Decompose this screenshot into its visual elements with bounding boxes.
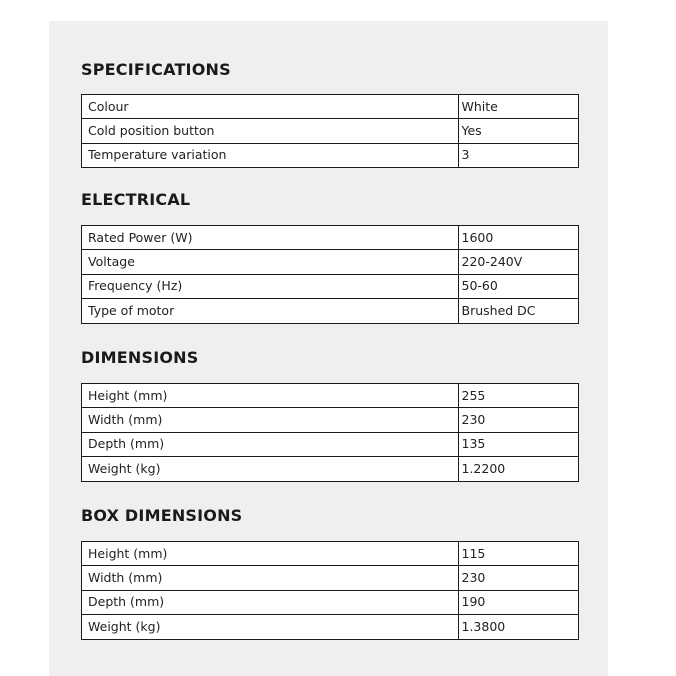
section-title-dimensions: DIMENSIONS <box>81 348 199 367</box>
table-row <box>82 95 579 119</box>
row-value: 1.2200 <box>458 457 579 481</box>
section-title-box-dimensions: BOX DIMENSIONS <box>81 506 243 525</box>
row-value: 50-60 <box>458 274 579 298</box>
row-value: 3 <box>458 143 579 167</box>
row-label: Rated Power (W) <box>82 226 459 250</box>
specifications-table <box>81 94 579 168</box>
section-title-electrical: ELECTRICAL <box>81 190 191 209</box>
row-value: 135 <box>458 432 579 456</box>
row-label: Weight (kg) <box>82 457 459 481</box>
row-label: Cold position button <box>82 119 459 143</box>
row-label: Temperature variation <box>82 143 459 167</box>
row-label: Width (mm) <box>82 566 459 590</box>
row-value: 1.3800 <box>458 615 579 639</box>
table-row <box>82 566 579 590</box>
row-value: 115 <box>458 542 579 566</box>
row-value: Brushed DC <box>458 299 579 323</box>
section-title-specifications: SPECIFICATIONS <box>81 60 231 79</box>
row-label: Frequency (Hz) <box>82 274 459 298</box>
row-value: 230 <box>458 566 579 590</box>
row-value: 1600 <box>458 226 579 250</box>
table-row <box>82 408 579 432</box>
row-label: Height (mm) <box>82 542 459 566</box>
table-row <box>82 384 579 408</box>
row-label: Depth (mm) <box>82 590 459 614</box>
box-dimensions-table <box>81 541 579 640</box>
row-value: Yes <box>458 119 579 143</box>
table-row <box>82 119 579 143</box>
row-value: 230 <box>458 408 579 432</box>
row-value: White <box>458 95 579 119</box>
row-value: 190 <box>458 590 579 614</box>
table-row <box>82 299 579 323</box>
table-row <box>82 615 579 639</box>
row-label: Height (mm) <box>82 384 459 408</box>
dimensions-table <box>81 383 579 482</box>
table-row <box>82 226 579 250</box>
row-label: Colour <box>82 95 459 119</box>
table-row <box>82 274 579 298</box>
table-row <box>82 457 579 481</box>
row-label: Depth (mm) <box>82 432 459 456</box>
table-row <box>82 432 579 456</box>
row-label: Voltage <box>82 250 459 274</box>
row-label: Type of motor <box>82 299 459 323</box>
table-row <box>82 542 579 566</box>
row-value: 255 <box>458 384 579 408</box>
row-label: Width (mm) <box>82 408 459 432</box>
table-row <box>82 250 579 274</box>
table-row <box>82 590 579 614</box>
row-label: Weight (kg) <box>82 615 459 639</box>
row-value: 220-240V <box>458 250 579 274</box>
table-row <box>82 143 579 167</box>
electrical-table <box>81 225 579 324</box>
